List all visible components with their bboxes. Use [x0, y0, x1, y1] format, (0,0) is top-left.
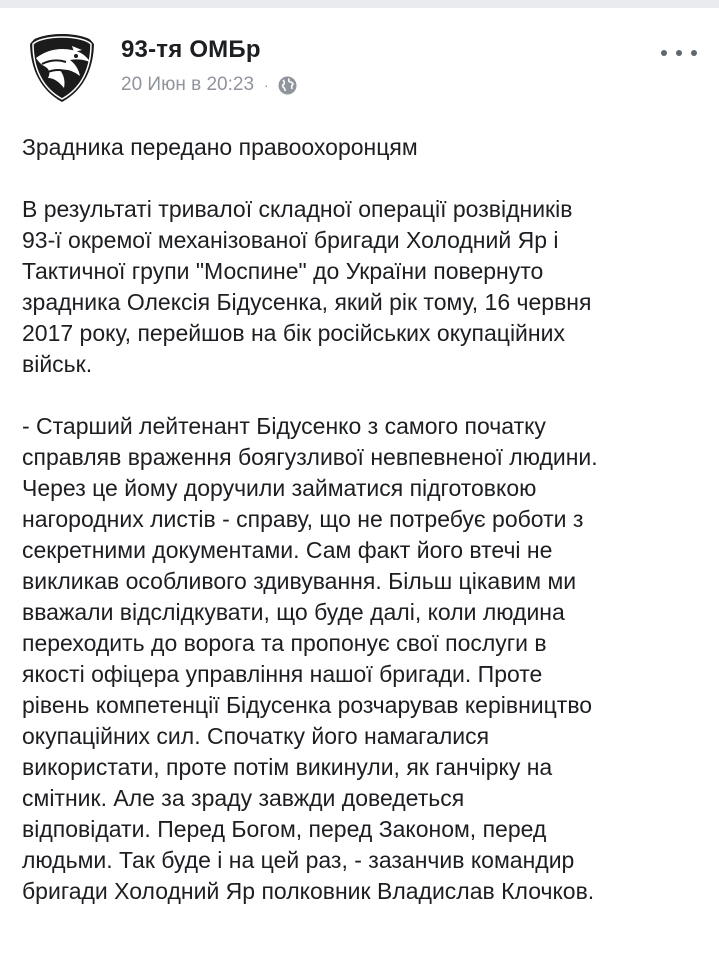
post-text — [22, 132, 697, 907]
text-line: людьми. Так буде і на цей раз, - зазанчив командир — [22, 847, 575, 873]
text-line: справляв враження боягузливої невпевненої людини. — [22, 444, 598, 470]
text-line: викликав особливого здивування. Більш цікавим ми — [22, 568, 577, 594]
text-line: використати, проте потім викинули, як ганчірку на — [22, 754, 553, 780]
post-header — [22, 28, 697, 118]
post-headline: Зрадника передано правоохоронцям — [22, 134, 418, 160]
post-paragraph-2 — [22, 411, 697, 907]
text-line: нагородних листів - справу, що не потребує роботи з — [22, 506, 584, 532]
text-line: військ. — [22, 351, 93, 377]
brigade-emblem-icon — [22, 28, 102, 108]
dot-icon — [661, 50, 667, 56]
post-paragraph-1 — [22, 194, 697, 380]
text-line: Тактичної групи "Моспине" до України повернуто — [22, 258, 544, 284]
text-line: 93-ї окремої механізованої бригади Холодний Яр і — [22, 227, 559, 253]
text-line: В результаті тривалої складної операції розвідників — [22, 196, 573, 222]
text-line: 2017 року, перейшов на бік російських окупаційних — [22, 320, 565, 346]
dot-icon — [691, 50, 697, 56]
text-line: вважали відслідкувати, що буде далі, коли людина — [22, 599, 565, 625]
text-line: зрадника Олексія Бідусенка, який рік тому, 16 червня — [22, 289, 592, 315]
globe-icon[interactable] — [277, 75, 298, 96]
avatar[interactable] — [22, 28, 102, 108]
post-timestamp[interactable]: 20 Июн в 20:23 — [121, 74, 255, 95]
text-line: секретними документами. Сам факт його втечі не — [22, 537, 553, 563]
text-line: якості офіцера управління нашої бригади. Проте — [22, 661, 543, 687]
more-options-button[interactable] — [661, 46, 697, 60]
post-meta — [121, 71, 298, 99]
text-line: смітник. Але за зраду завжди доведеться — [22, 785, 465, 811]
text-line: переходить до ворога та пропонує свої послуги в — [22, 630, 547, 656]
text-line: Через це йому доручили займатися підготовкою — [22, 475, 537, 501]
text-line: рівень компетенції Бідусенка розчарував керівництво — [22, 692, 593, 718]
dot-icon — [676, 50, 682, 56]
text-line: - Старший лейтенант Бідусенко з самого початку — [22, 413, 546, 439]
text-line: окупаційних сил. Спочатку його намагалися — [22, 723, 490, 749]
text-line: бригади Холодний Яр полковник Владислав Клочков. — [22, 878, 595, 904]
page-name[interactable]: 93-тя ОМБр — [121, 36, 261, 63]
meta-separator: · — [264, 77, 269, 93]
post-card — [0, 8, 719, 970]
text-line: відповідати. Перед Богом, перед Законом, перед — [22, 816, 547, 842]
